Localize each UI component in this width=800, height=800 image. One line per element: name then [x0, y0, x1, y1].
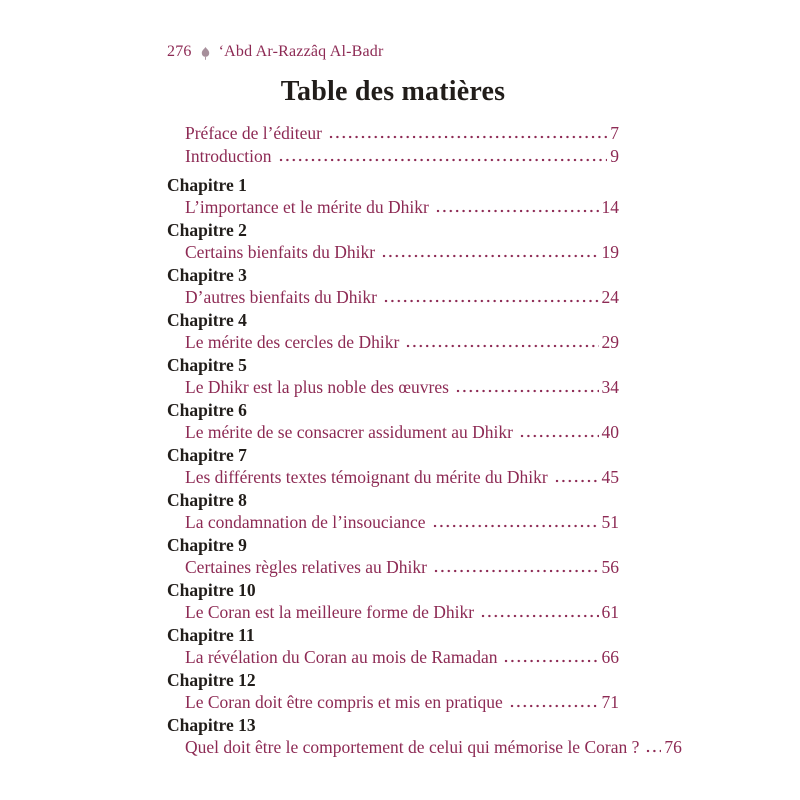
entry-page-number: 24 — [601, 287, 619, 307]
chapter-label: Chapitre 1 — [167, 175, 247, 195]
chapter-list — [167, 174, 682, 759]
toc-entry — [167, 331, 619, 353]
chapter-label: Chapitre 2 — [167, 220, 247, 240]
toc-chapter-7 — [167, 444, 619, 489]
chapter-title: D’autres bienfaits du Dhikr — [185, 287, 377, 307]
dot-leader — [328, 135, 607, 139]
toc-chapter-10 — [167, 579, 619, 624]
chapter-title: Certaines règles relatives au Dhikr — [185, 557, 427, 577]
chapter-label: Chapitre 5 — [167, 355, 247, 375]
toc-entry — [167, 556, 619, 578]
chapter-label: Chapitre 7 — [167, 445, 247, 465]
toc-chapter-11 — [167, 624, 619, 669]
chapter-label: Chapitre 6 — [167, 400, 247, 420]
page-header — [167, 42, 619, 62]
dot-leader — [381, 254, 598, 258]
dot-leader — [645, 749, 661, 753]
chapter-label: Chapitre 9 — [167, 535, 247, 555]
chapter-title: Quel doit être le comportement de celui qui mémorise le Coran ? — [185, 737, 640, 757]
toc-entry-preface — [185, 122, 619, 145]
dot-leader — [519, 434, 599, 438]
toc-chapter-5 — [167, 354, 619, 399]
dot-leader — [383, 299, 599, 303]
chapter-title: L’importance et le mérite du Dhikr — [185, 197, 429, 217]
chapter-label: Chapitre 11 — [167, 625, 255, 645]
entry-page-number: 19 — [601, 242, 619, 262]
chapter-label: Chapitre 3 — [167, 265, 247, 285]
toc-entry — [167, 646, 619, 668]
toc-chapter-2 — [167, 219, 619, 264]
toc-entry — [167, 421, 619, 443]
chapter-label: Chapitre 8 — [167, 490, 247, 510]
toc-chapter-6 — [167, 399, 619, 444]
chapter-title: La révélation du Coran au mois de Ramadan — [185, 647, 498, 667]
toc-entry — [167, 196, 619, 218]
toc-chapter-1 — [167, 174, 619, 219]
toc-chapter-8 — [167, 489, 619, 534]
toc-chapter-4 — [167, 309, 619, 354]
header-author: ‘Abd Ar-Razzâq Al-Badr — [218, 43, 384, 60]
dot-leader — [278, 158, 608, 162]
entry-page-number: 66 — [601, 647, 619, 667]
chapter-label: Chapitre 10 — [167, 580, 256, 600]
entry-page-number: 56 — [601, 557, 619, 577]
entry-page-number: 51 — [601, 512, 619, 532]
dot-leader — [433, 569, 599, 573]
toc-content — [167, 42, 682, 759]
dot-leader — [405, 344, 598, 348]
chapter-title: La condamnation de l’insouciance — [185, 512, 426, 532]
front-matter-list — [167, 122, 619, 168]
toc-entry-introduction — [185, 145, 619, 168]
chapter-label: Chapitre 13 — [167, 715, 256, 735]
chapter-title: Le mérite des cercles de Dhikr — [185, 332, 400, 352]
header-page-number: 276 — [167, 43, 192, 60]
chapter-label: Chapitre 12 — [167, 670, 256, 690]
chapter-title: Le Coran doit être compris et mis en pratique — [185, 692, 503, 712]
dot-leader — [480, 614, 598, 618]
dot-leader — [503, 659, 598, 663]
page-title: Table des matières — [280, 76, 506, 107]
entry-page-number: 61 — [601, 602, 619, 622]
chapter-title: Certains bienfaits du Dhikr — [185, 242, 376, 262]
toc-entry — [167, 241, 619, 263]
entry-page-number: 7 — [610, 123, 619, 143]
entry-page-number: 76 — [664, 737, 682, 757]
entry-page-number: 34 — [601, 377, 619, 397]
dot-leader — [432, 524, 599, 528]
entry-page-number: 71 — [601, 692, 619, 712]
chapter-title: Les différents textes témoignant du mérite du Dhikr — [185, 467, 548, 487]
entry-page-number: 45 — [601, 467, 619, 487]
toc-chapter-13 — [167, 714, 682, 759]
toc-chapter-3 — [167, 264, 619, 309]
toc-chapter-12 — [167, 669, 619, 714]
toc-chapter-9 — [167, 534, 619, 579]
toc-entry — [167, 691, 619, 713]
toc-entry — [167, 286, 619, 308]
toc-entry — [167, 466, 619, 488]
dot-leader — [455, 389, 599, 393]
toc-entry — [167, 511, 619, 533]
entry-label: Introduction — [185, 146, 272, 166]
dot-leader — [509, 704, 599, 708]
entry-page-number: 40 — [601, 422, 619, 442]
chapter-label: Chapitre 4 — [167, 310, 247, 330]
dot-leader — [435, 209, 599, 213]
chapter-title: Le mérite de se consacrer assidument au Dhikr — [185, 422, 513, 442]
chapter-title: Le Dhikr est la plus noble des œuvres — [185, 377, 449, 397]
entry-page-number: 14 — [601, 197, 619, 217]
toc-entry — [167, 376, 619, 398]
toc-entry — [167, 601, 619, 623]
toc-entry — [167, 736, 682, 758]
entry-page-number: 9 — [610, 146, 619, 166]
fleuron-icon — [201, 47, 210, 60]
entry-page-number: 29 — [601, 332, 619, 352]
chapter-title: Le Coran est la meilleure forme de Dhikr — [185, 602, 475, 622]
entry-label: Préface de l’éditeur — [185, 123, 323, 143]
dot-leader — [554, 479, 599, 483]
